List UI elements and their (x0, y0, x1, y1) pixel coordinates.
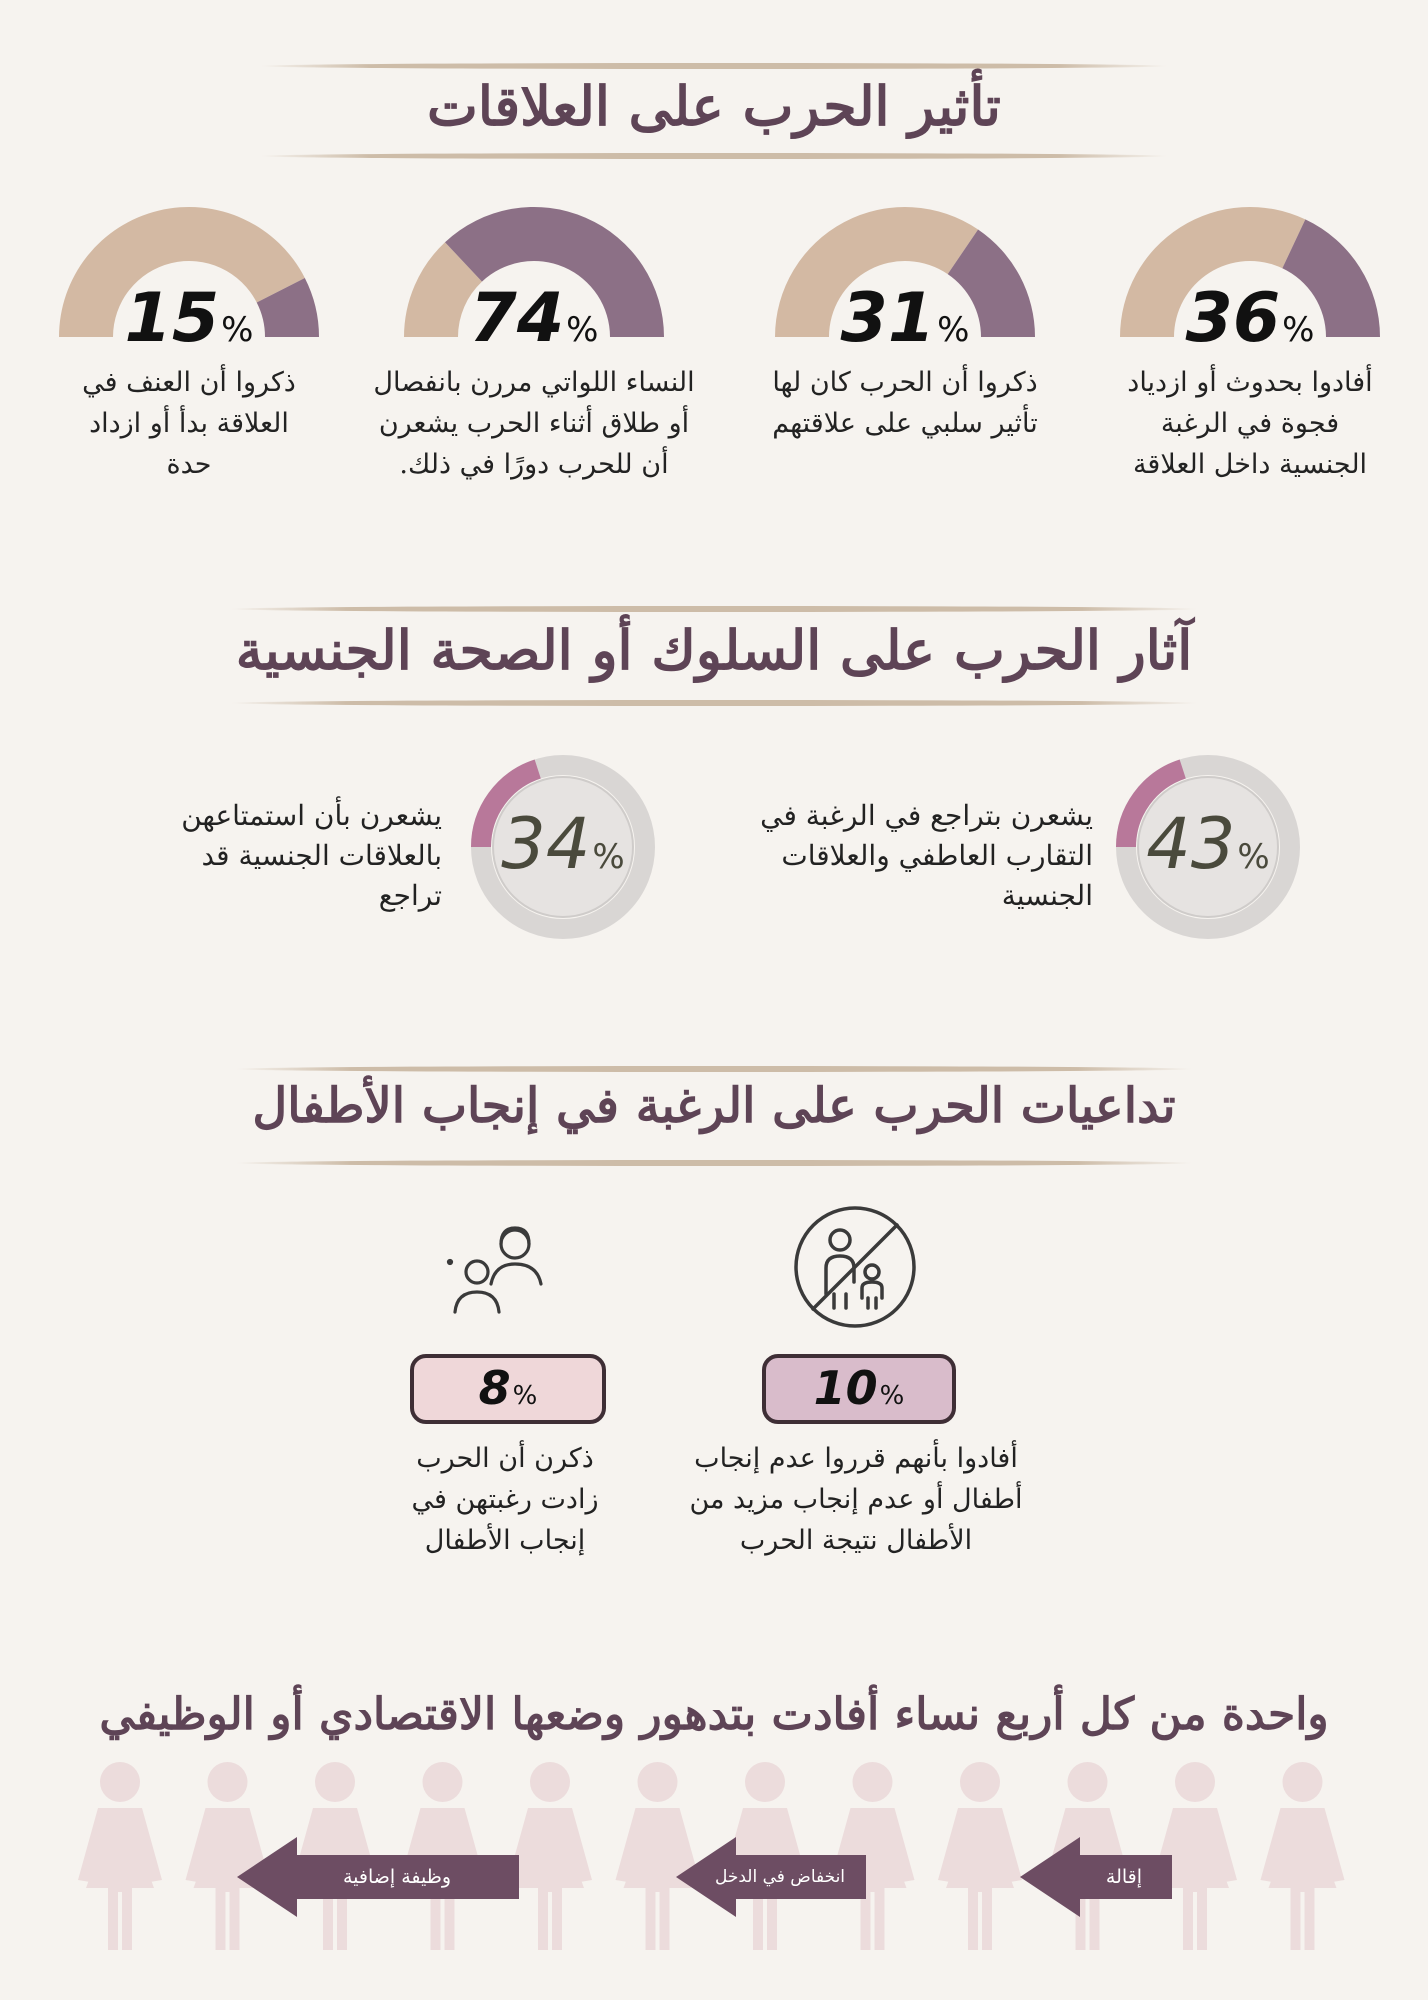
gauge-value-3: 74% (469, 279, 599, 358)
arrow-dismissal (1020, 1837, 1172, 1917)
ring-value-1: 43% (1146, 803, 1270, 885)
title-rule-bottom (230, 700, 1198, 706)
section2-title: آثار الحرب على السلوك أو الصحة الجنسية (235, 618, 1193, 682)
gauge-value-1: 36% (1185, 279, 1315, 358)
section4-title: واحدة من كل أربع نساء أفادت بتدهور وضعها الاقتصادي أو الوظيفي (99, 1689, 1329, 1740)
woman-figure-icon (508, 1762, 592, 1950)
arrow-extra-job (237, 1837, 519, 1917)
title-rule-bottom (260, 153, 1168, 159)
section1-title: تأثير الحرب على العلاقات (427, 74, 1001, 138)
arrow-income (676, 1837, 866, 1917)
arrow-label: إقالة (1105, 1866, 1143, 1888)
badge-desc-1: أفادوا بأنهم قرروا عدم إنجاب أطفال أو عدم إنجاب مزيد من الأطفال نتيجة الحرب (689, 1443, 1023, 1556)
arrow-label: وظيفة إضافية (342, 1866, 452, 1888)
ring-value-2: 34% (501, 803, 625, 885)
gauge-desc-1: أفادوا بحدوث أو ازدياد فجوة في الرغبة الجنسية داخل العلاقة (1127, 367, 1373, 480)
arrow-label: انخفاض في الدخل (714, 1867, 846, 1887)
gauge-value-4: 15% (124, 279, 254, 358)
parent-child-icon (445, 1222, 555, 1322)
stat-badge-2: 8% (410, 1354, 606, 1424)
section3-title: تداعيات الحرب على الرغبة في إنجاب الأطفال (252, 1078, 1176, 1134)
badge-desc-2: ذكرن أن الحرب زادت رغبتهن في إنجاب الأطفال (411, 1443, 599, 1556)
woman-figure-icon (1261, 1762, 1345, 1950)
gauge-value-2: 31% (840, 279, 970, 358)
gauge-desc-4: ذكروا أن العنف في العلاقة بدأ أو ازداد حدة (82, 367, 296, 480)
ring-desc-2: يشعرن بأن استمتاعهن بالعلاقات الجنسية قد تراجع (181, 799, 442, 912)
title-rule-top (260, 63, 1168, 69)
stat-badge-1: 10% (762, 1354, 956, 1424)
woman-figure-icon (938, 1762, 1022, 1950)
woman-figure-icon (78, 1762, 162, 1950)
gauge-desc-2: ذكروا أن الحرب كان لها تأثير سلبي على علاقتهم (772, 367, 1038, 439)
gauge-desc-3: النساء اللواتي مررن بانفصال أو طلاق أثناء الحرب يشعرن أن للحرب دورًا في ذلك. (373, 367, 695, 480)
ring-desc-1: يشعرن بتراجع في الرغبة في التقارب العاطفي والعلاقات الجنسية (760, 799, 1093, 912)
title-rule-bottom (235, 1160, 1193, 1166)
no-children-icon (790, 1202, 920, 1332)
